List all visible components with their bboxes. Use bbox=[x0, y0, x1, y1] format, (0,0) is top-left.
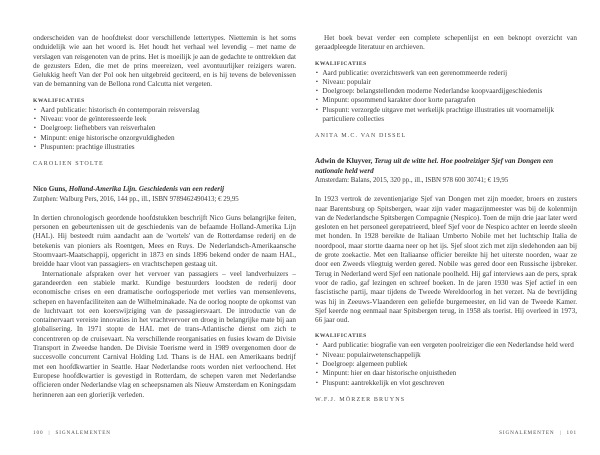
kwalificatie-text: Niveau: populair bbox=[322, 77, 371, 86]
list-item bbox=[315, 87, 577, 96]
square-bullet-icon: ▪ bbox=[316, 78, 318, 85]
reviewer-byline: ANITA M.C. VAN DISSEL bbox=[315, 133, 407, 140]
book-heading bbox=[315, 157, 577, 176]
book-author: Nico Guns, bbox=[33, 185, 67, 194]
review-continuation-text: Het boek bevat verder een complete schepenlijst en een beknopt overzicht van geraadpleegde literatuur en archieven. bbox=[315, 34, 577, 52]
list-item bbox=[33, 115, 296, 124]
page-number: 101 bbox=[566, 430, 577, 436]
review-paragraph: In 1923 vertrok de zeventienjarige Sjef van Dongen met zijn moeder, broers en zusters naar Barentsburg op Spitsbergen, waar zijn vader magazijnmeester was bij de kolenmijn van de Nederlandsche Spitsbergen Compagnie (Nespico). Toen de mijn drie jaar later werd gesloten en het personeel gerepatrieerd, bleef Sjef voor de Nespico achter en leerde sleeën met honden. In 1928 bereikte de Italiaan Umberto Nobile met het luchtschip Italia de noordpool, maar stortte daarna neer op het ijs. Sjef sloot zich met zijn sledehonden aan bij de grote zoekactie. Met een Italiaanse officier bereikte hij het uiterste noorden, waar ze door een Zweeds vliegtuig werden gered. Nobile was gered door een Russische ijsbreker. Terug in Nederland werd Sjef een nationale poolheld. Hij gaf interviews aan de pers, sprak voor de radio, gaf lezingen en schreef boeken. In de jaren 1930 was Sjef actief in een fascistische partij, maar tijdens de Tweede Wereldoorlog in het verzet. Na de bevrijding was hij in Zeeuws-Vlaanderen een geliefde burgemeester, en lid van de Tweede Kamer. Sjef keerde nog eenmaal naar Spitsbergen terug, in 1958 als toerist. Hij overleed in 1973, 66 jaar oud. bbox=[315, 195, 577, 325]
square-bullet-icon: ▪ bbox=[34, 134, 36, 141]
kwalificaties-heading: KWALIFICATIES bbox=[315, 333, 367, 340]
kwalificatie-text: Niveau: voor de geïnteresseerde leek bbox=[40, 115, 147, 124]
square-bullet-icon: ▪ bbox=[316, 97, 318, 104]
list-item bbox=[33, 134, 296, 143]
footer-separator: | bbox=[559, 430, 562, 436]
page-number: 100 bbox=[33, 430, 44, 436]
kwalificatie-text: Pluspunt: aantrekkelijk en vlot geschreven bbox=[322, 378, 445, 387]
page-left bbox=[33, 34, 296, 400]
book-imprint: Amsterdam: Balans, 2015, 320 pp., ill., ISBN 978 600 30741; € 19,95 bbox=[315, 176, 509, 184]
running-head: SIGNALEMENTEN bbox=[55, 430, 111, 436]
kwalificatie-text: Pluspunten: prachtige illustraties bbox=[40, 142, 135, 151]
square-bullet-icon: ▪ bbox=[316, 88, 318, 95]
page-right bbox=[315, 34, 577, 403]
list-item bbox=[33, 106, 296, 115]
square-bullet-icon: ▪ bbox=[316, 370, 318, 377]
kwalificaties-list bbox=[33, 106, 296, 152]
footer-separator: | bbox=[48, 430, 51, 436]
square-bullet-icon: ▪ bbox=[34, 143, 36, 150]
kwalificaties-list bbox=[315, 69, 577, 125]
list-item bbox=[33, 143, 296, 152]
kwalificatie-text: Aard publicatie: historisch én contemporain reisverslag bbox=[40, 105, 200, 114]
list-item bbox=[315, 106, 577, 125]
list-item bbox=[315, 379, 577, 388]
kwalificatie-text: Pluspunt: verzorgde uitgave met werkelijk prachtige illustraties uit voornamelijk particuliere collecties bbox=[322, 105, 555, 124]
list-item bbox=[315, 369, 577, 378]
kwalificatie-text: Aard publicatie: overzichtswerk van een gerenommeerde rederij bbox=[322, 68, 508, 77]
square-bullet-icon: ▪ bbox=[34, 116, 36, 123]
kwalificaties-list bbox=[315, 341, 577, 387]
square-bullet-icon: ▪ bbox=[34, 125, 36, 132]
review-paragraph: Internationale afspraken over het vervoer van passagiers – veel landverhuizers – garandeerden een stabiele markt. Kundige bestuurders loodsten de rederij door economische crises en een dramatische oorlogsperiode met verlies van mensenlevens, schepen en havenfaciliteiten aan de Wilhelminakade. Na de oorlog noopte de opkomst van de luchtvaart tot een koerswijziging van de passagiersvaart. De introductie van de containervaart vereiste innovaties in het vrachtvervoer en droeg in belangrijke mate bij aan globalisering. In 1971 stopte de HAL met de trans-Atlantische dienst om zich te concentreren op de cruisevaart. Na verschillende reorganisaties en fusies kwam de Divisie Transport in Zweedse handen. De Divisie Toerisme werd in 1989 overgenomen door de succesvolle concurrent Carnival Holding Ltd. Thans is de HAL een Amerikaans bedrijf met een hoofdkwartier in Seattle. Haar Nederlandse roots worden niet verloochend. Het Europese hoofdkwartier is gevestigd in Rotterdam, de schepen varen met Nederlandse officieren onder Nederlandse vlag en scheepsnamen als Nieuw Amsterdam en Koningsdam herinneren aan een glorierijk verleden. bbox=[33, 269, 296, 399]
book-imprint: Zutphen: Walburg Pers, 2016, 144 pp., ill., ISBN 9789462490413; € 29,95 bbox=[33, 195, 239, 203]
list-item bbox=[315, 69, 577, 78]
kwalificaties-heading: KWALIFICATIES bbox=[315, 60, 367, 67]
footer-right bbox=[499, 430, 577, 436]
kwalificatie-text: Minpunt: opsommend karakter door korte paragrafen bbox=[322, 96, 476, 105]
list-item bbox=[315, 78, 577, 87]
square-bullet-icon: ▪ bbox=[316, 342, 318, 349]
square-bullet-icon: ▪ bbox=[316, 106, 318, 113]
square-bullet-icon: ▪ bbox=[316, 351, 318, 358]
kwalificatie-text: Minpunt: hier en daar historische onjuistheden bbox=[322, 369, 457, 378]
reviewer-byline: CAROLIEN STOLTE bbox=[33, 161, 104, 168]
footer-left bbox=[33, 430, 111, 436]
reviewer-byline: W.F.J. MÖRZER BRUYNS bbox=[315, 396, 406, 403]
square-bullet-icon: ▪ bbox=[316, 69, 318, 76]
book-author: Adwin de Kluyver, bbox=[315, 157, 373, 166]
square-bullet-icon: ▪ bbox=[316, 361, 318, 368]
review-continuation-text: onderscheiden van de hoofdtekst door verschillende lettertypes. Niettemin is het soms onduidelijk wie aan het woord is. Het houdt het verhaal wel levendig – met name de verslagen van reisgenoten van de prins. Het is moeilijk je aan de gedachte te onttrekken dat de gezusters Eden, die met de prins meereizen, veel avontuurlijker reizigers waren. Gelukkig heeft Van der Pol ook hen uitgebreid geciteerd, en is hij tevens de belevenissen van de bemanning van de Bellona rond Calcutta niet vergeten. bbox=[33, 34, 296, 89]
running-head: SIGNALEMENTEN bbox=[499, 430, 555, 436]
kwalificatie-text: Niveau: populairwetenschappelijk bbox=[322, 350, 421, 359]
list-item bbox=[315, 360, 577, 369]
list-item bbox=[315, 341, 577, 350]
book-title: Holland-Amerika Lijn. Geschiedenis van een rederij bbox=[68, 185, 225, 194]
kwalificatie-text: Minpunt: enige historische onzorgvuldigheden bbox=[40, 133, 175, 142]
square-bullet-icon: ▪ bbox=[316, 379, 318, 386]
kwalificatie-text: Doelgroep: algemeen publiek bbox=[322, 360, 408, 369]
book-heading bbox=[33, 185, 296, 194]
list-item bbox=[315, 96, 577, 105]
square-bullet-icon: ▪ bbox=[34, 106, 36, 113]
list-item bbox=[33, 124, 296, 133]
kwalificaties-heading: KWALIFICATIES bbox=[33, 97, 85, 104]
kwalificatie-text: Doelgroep: belangstellenden moderne Nederlandse koopvaardijgeschiedenis bbox=[322, 87, 543, 96]
kwalificatie-text: Doelgroep: liefhebbers van reisverhalen bbox=[40, 124, 156, 133]
kwalificatie-text: Aard publicatie: biografie van een vergeten poolreiziger die een Nederlandse held werd bbox=[322, 341, 574, 350]
book-title: Terug uit de witte hel. Hoe poolreiziger Sjef van Dongen een nationale held werd bbox=[315, 157, 554, 175]
review-paragraph: In dertien chronologisch geordende hoofdstukken beschrijft Nico Guns belangrijke feiten, personen en gebeurtenissen uit de geschiedenis van de befaamde Holland-Amerika Lijn (HAL). Hij besteedt ruim aandacht aan de 'wortels' van de Rotterdamse rederij en de betekenis van pioniers als Roentgen, Mees en Ruys. De Nederlandsch-Amerikaansche Stoomvaart-Maatschappij, opgericht in 1873 en sinds 1896 bekend onder de naam HAL, breidde haar vloot van passagiers- en vrachtschepen gestaag uit. bbox=[33, 213, 296, 269]
list-item bbox=[315, 351, 577, 360]
